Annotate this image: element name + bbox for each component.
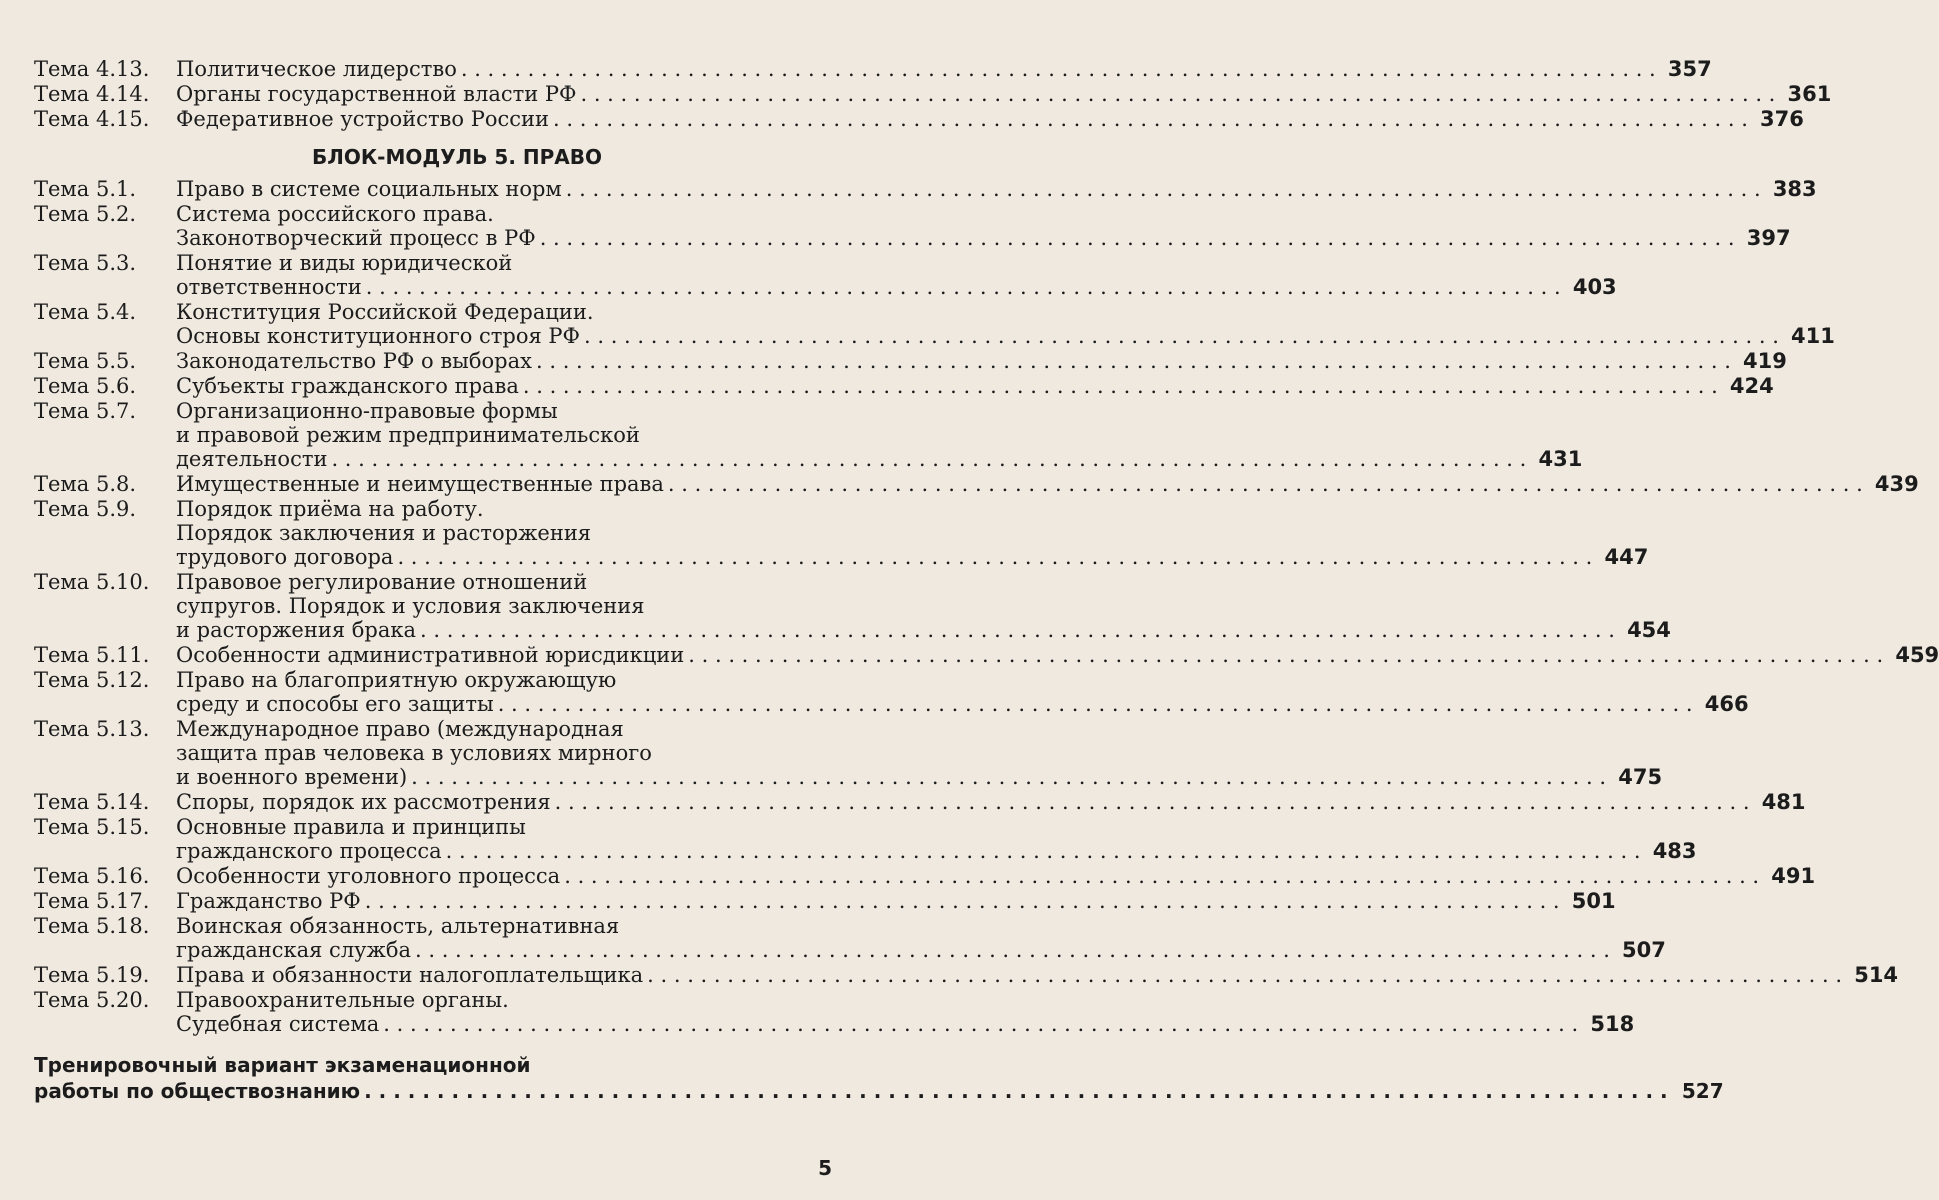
topic-line (176, 300, 1835, 324)
topic-number: Тема 5.14. (34, 790, 150, 814)
topic-title: Понятие и виды юридической (176, 251, 513, 275)
topic-number: Тема 5.19. (34, 963, 150, 987)
topic-title: Воинская обязанность, альтернативная (176, 914, 620, 938)
topic-line (176, 864, 1815, 888)
topic-line (176, 815, 1697, 839)
table-of-contents (34, 56, 1939, 1104)
topic-line (176, 988, 1634, 1012)
topic-line (176, 399, 1582, 423)
topic-line (176, 177, 1817, 201)
topic-title: Споры, порядок их рассмотрения (176, 790, 551, 814)
toc-entry (34, 717, 1663, 789)
page-number: 357 (1667, 57, 1712, 81)
page-number: 383 (1772, 177, 1817, 201)
topic-body (176, 251, 1617, 299)
topic-title: Конституция Российской Федерации. (176, 300, 594, 324)
topic-number: Тема 5.18. (34, 914, 150, 938)
page-number: 419 (1743, 349, 1787, 373)
dot-leader (553, 107, 1748, 131)
topic-number: Тема 5.12. (34, 668, 150, 692)
topic-title: трудового договора (176, 545, 394, 569)
topic-body (176, 914, 1666, 962)
topic-number: Тема 5.11. (34, 643, 150, 667)
dot-leader (397, 545, 1592, 569)
topic-line (176, 618, 1671, 642)
dot-leader (523, 374, 1718, 398)
final-line-2 (34, 1078, 1724, 1104)
topic-line (176, 107, 1804, 131)
topic-line (176, 349, 1787, 373)
page-number: 514 (1854, 963, 1899, 987)
page-number: 483 (1652, 839, 1697, 863)
dot-leader (411, 765, 1606, 789)
page-number: 439 (1874, 472, 1919, 496)
dot-leader (564, 864, 1759, 888)
topic-number: Тема 5.13. (34, 717, 150, 741)
page-number: 481 (1761, 790, 1806, 814)
topic-body (176, 202, 1791, 250)
page-number: 518 (1590, 1012, 1635, 1036)
topic-title: Правоохранительные органы. (176, 988, 509, 1012)
topic-number: Тема 4.15. (34, 107, 150, 131)
dot-leader (668, 472, 1863, 496)
toc-entry (34, 988, 1635, 1036)
block-heading: БЛОК-МОДУЛЬ 5. ПРАВО (311, 145, 603, 169)
final-page-number: 527 (1681, 1079, 1724, 1103)
topic-line (176, 668, 1749, 692)
toc-entry (34, 300, 1835, 348)
topic-title: Основные правила и принципы (176, 815, 526, 839)
toc-section-module4 (34, 57, 1832, 131)
topic-title: среду и способы его защиты (176, 692, 494, 716)
dot-leader (415, 938, 1610, 962)
toc-entry (34, 399, 1583, 471)
final-line-1 (34, 1052, 840, 1078)
topic-body (176, 988, 1634, 1036)
topic-line (176, 594, 1671, 618)
topic-title: Порядок заключения и расторжения (176, 521, 592, 545)
topic-line (176, 914, 1666, 938)
topic-title: Судебная система (176, 1012, 380, 1036)
topic-body (176, 82, 1831, 106)
topic-line (176, 497, 1648, 521)
topic-title: Особенности административной юрисдикции (176, 643, 685, 667)
topic-body (176, 864, 1815, 888)
topic-number: Тема 5.10. (34, 570, 150, 594)
topic-line (176, 570, 1671, 594)
dot-leader (555, 790, 1750, 814)
page-number: 403 (1572, 275, 1617, 299)
page-number: 424 (1729, 374, 1774, 398)
dot-leader (540, 226, 1735, 250)
page-number: 376 (1760, 107, 1804, 131)
topic-body (176, 570, 1671, 642)
toc-entry (34, 668, 1749, 716)
page-number: 459 (1895, 643, 1939, 667)
topic-title: Органы государственной власти РФ (176, 82, 577, 106)
dot-leader (498, 692, 1693, 716)
page-number: 361 (1787, 82, 1832, 106)
topic-line (176, 963, 1898, 987)
topic-title: Имущественные и неимущественные права (176, 472, 664, 496)
page-number: 475 (1618, 765, 1663, 789)
dot-leader (365, 889, 1560, 913)
topic-body (176, 399, 1582, 471)
toc-entry (34, 349, 1787, 373)
topic-line (176, 790, 1806, 814)
toc-entry (34, 57, 1712, 81)
topic-body (176, 374, 1774, 398)
topic-number: Тема 5.7. (34, 399, 137, 423)
toc-entry (34, 643, 1939, 667)
topic-line (176, 472, 1919, 496)
topic-line (176, 202, 1791, 226)
dot-leader (446, 839, 1641, 863)
topic-number: Тема 5.6. (34, 374, 137, 398)
topic-number: Тема 5.15. (34, 815, 150, 839)
topic-line (176, 839, 1697, 863)
dot-leader (580, 82, 1775, 106)
topic-title: ответственности (176, 275, 362, 299)
dot-leader (647, 963, 1842, 987)
topic-body (176, 963, 1898, 987)
toc-entry (34, 177, 1817, 201)
topic-line (176, 643, 1939, 667)
topic-body (176, 643, 1939, 667)
page-number: 454 (1627, 618, 1671, 642)
topic-number: Тема 5.4. (34, 300, 137, 324)
toc-entry (34, 963, 1899, 987)
topic-line (176, 521, 1648, 545)
topic-number: Тема 5.20. (34, 988, 150, 1012)
topic-line (176, 765, 1662, 789)
page-number: 411 (1791, 324, 1835, 348)
topic-line (176, 275, 1617, 299)
topic-title: супругов. Порядок и условия заключения (176, 594, 645, 618)
dot-leader (461, 57, 1656, 81)
topic-body (176, 815, 1697, 863)
toc-section-module5 (34, 177, 1939, 1036)
topic-body (176, 472, 1919, 496)
topic-line (176, 1012, 1634, 1036)
dot-leader (420, 618, 1615, 642)
toc-entry (34, 107, 1804, 131)
topic-body (176, 497, 1648, 569)
topic-line (176, 324, 1835, 348)
page-number: 507 (1622, 938, 1666, 962)
topic-line (176, 57, 1712, 81)
topic-title: деятельности (176, 447, 328, 471)
topic-number: Тема 5.9. (34, 497, 137, 521)
dot-leader (366, 275, 1561, 299)
dot-leader (584, 324, 1779, 348)
topic-title: и правовой режим предпринимательской (176, 423, 640, 447)
topic-number: Тема 5.2. (34, 202, 137, 226)
topic-line (176, 889, 1616, 913)
toc-final-entry (34, 1052, 1724, 1104)
topic-number: Тема 5.1. (34, 177, 137, 201)
topic-title: защита прав человека в условиях мирного (176, 741, 652, 765)
topic-line (176, 374, 1774, 398)
page-number: 447 (1604, 545, 1649, 569)
topic-body (176, 177, 1817, 201)
dot-leader (566, 177, 1761, 201)
topic-line (176, 741, 1662, 765)
topic-title: Права и обязанности налогоплательщика (176, 963, 644, 987)
topic-body (176, 668, 1749, 716)
page-number: 466 (1704, 692, 1749, 716)
toc-entry (34, 202, 1791, 250)
topic-title: Законодательство РФ о выборах (176, 349, 532, 373)
topic-body (176, 349, 1787, 373)
toc-entry (34, 790, 1806, 814)
topic-title: Политическое лидерство (176, 57, 457, 81)
topic-number: Тема 5.17. (34, 889, 150, 913)
topic-title: Особенности уголовного процесса (176, 864, 561, 888)
toc-entry (34, 815, 1697, 863)
topic-line (176, 423, 1582, 447)
topic-title: Право в системе социальных норм (176, 177, 562, 201)
topic-line (176, 447, 1582, 471)
topic-title: Международное право (международная (176, 717, 624, 741)
topic-line (176, 226, 1791, 250)
page-number: 397 (1746, 226, 1791, 250)
topic-line (176, 717, 1662, 741)
topic-title: гражданская служба (176, 938, 411, 962)
dot-leader (331, 447, 1526, 471)
toc-entry (34, 914, 1666, 962)
topic-body (176, 790, 1806, 814)
topic-line (176, 545, 1648, 569)
toc-entry (34, 889, 1616, 913)
topic-title: Система российского права. (176, 202, 494, 226)
topic-body (176, 889, 1616, 913)
topic-line (176, 938, 1666, 962)
topic-line (176, 82, 1831, 106)
topic-title: и расторжения брака (176, 618, 417, 642)
topic-body (176, 57, 1712, 81)
dot-leader (536, 349, 1731, 373)
topic-number: Тема 5.16. (34, 864, 150, 888)
topic-body (176, 717, 1662, 789)
topic-title: Законотворческий процесс в РФ (176, 226, 536, 250)
topic-line (176, 251, 1617, 275)
toc-entry (34, 864, 1816, 888)
topic-title: Право на благоприятную окружающую (176, 668, 617, 692)
toc-entry (34, 570, 1671, 642)
final-text-1: Тренировочный вариант экзаменационной (34, 1053, 531, 1077)
topic-title: Субъекты гражданского права (176, 374, 519, 398)
dot-leader (364, 1078, 1668, 1104)
toc-entry (34, 82, 1832, 106)
topic-title: Порядок приёма на работу. (176, 497, 484, 521)
page-number: 431 (1538, 447, 1583, 471)
topic-number: Тема 5.8. (34, 472, 137, 496)
toc-entry (34, 497, 1649, 569)
final-text-2: работы по обществознанию (34, 1079, 361, 1103)
topic-body (176, 300, 1835, 348)
topic-title: Федеративное устройство России (176, 107, 549, 131)
topic-line (176, 692, 1749, 716)
page-folio: 5 (818, 1156, 832, 1180)
topic-number: Тема 5.5. (34, 349, 137, 373)
dot-leader (688, 643, 1883, 667)
topic-title: гражданского процесса (176, 839, 442, 863)
page-number: 501 (1571, 889, 1616, 913)
dot-leader (383, 1012, 1578, 1036)
page-number: 491 (1771, 864, 1816, 888)
toc-entry (34, 472, 1919, 496)
topic-title: Основы конституционного строя РФ (176, 324, 580, 348)
toc-entry (34, 251, 1617, 299)
topic-title: Гражданство РФ (176, 889, 361, 913)
toc-entry (34, 374, 1774, 398)
topic-title: Правовое регулирование отношений (176, 570, 588, 594)
topic-body (176, 107, 1804, 131)
topic-number: Тема 5.3. (34, 251, 137, 275)
topic-title: и военного времени) (176, 765, 408, 789)
topic-title: Организационно-правовые формы (176, 399, 558, 423)
topic-number: Тема 4.13. (34, 57, 150, 81)
topic-number: Тема 4.14. (34, 82, 150, 106)
